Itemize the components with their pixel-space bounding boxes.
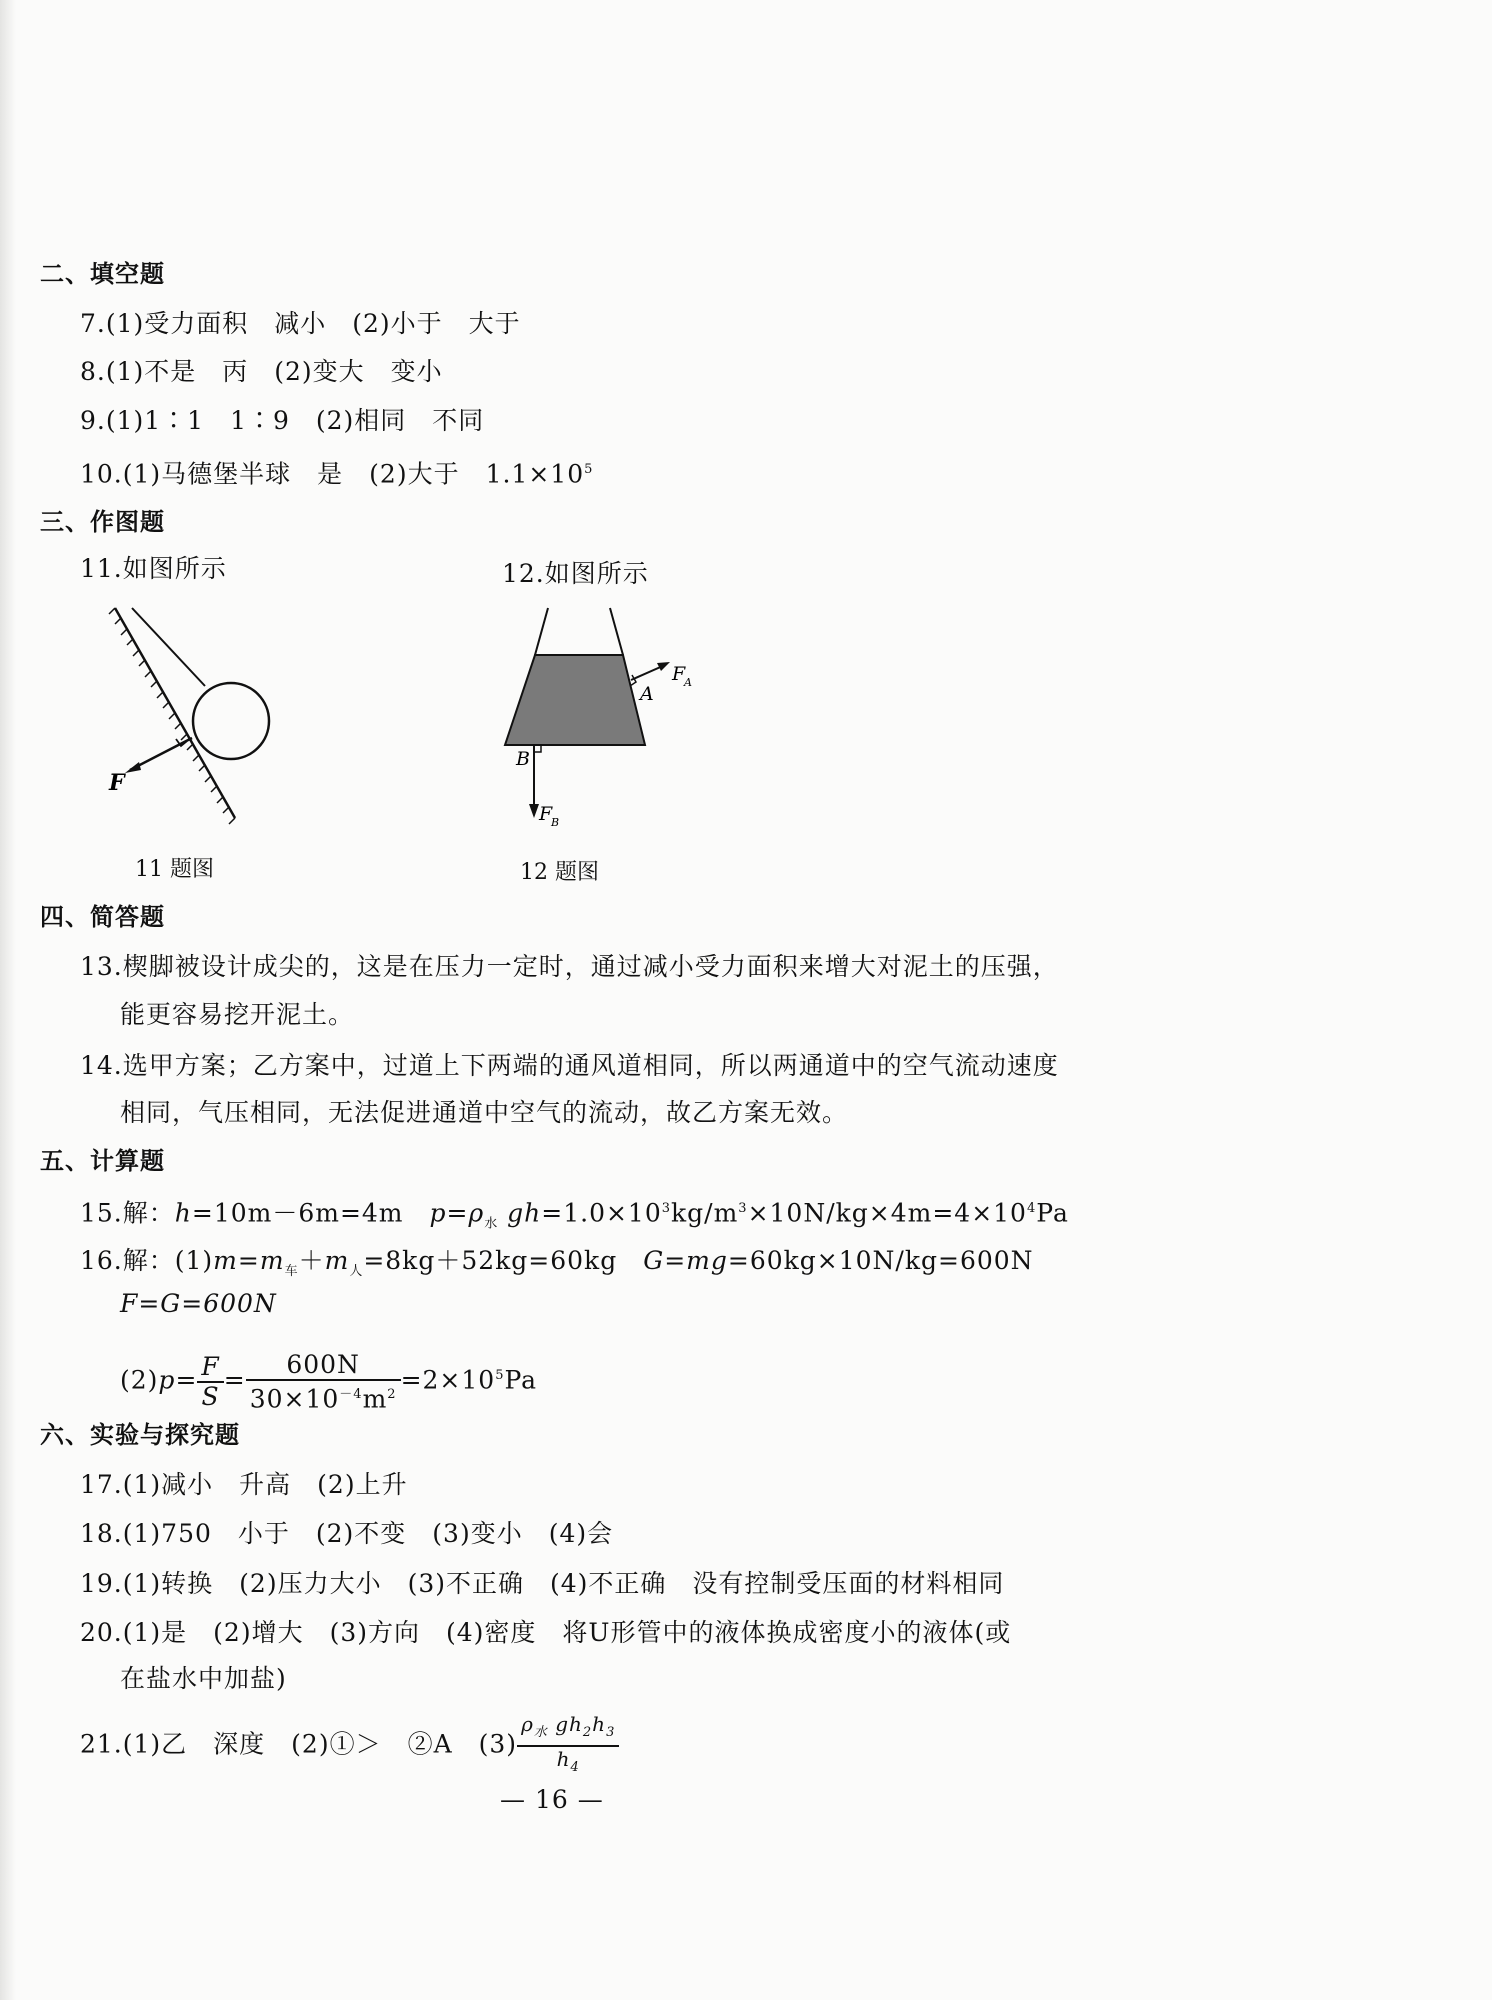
answer-10-exponent: 5 bbox=[584, 462, 594, 477]
scan-edge bbox=[0, 0, 16, 2000]
answer-13-line2: 能更容易挖开泥土。 bbox=[120, 1000, 355, 1029]
fraction-F-num: F bbox=[197, 1353, 223, 1383]
point-label-B: B bbox=[516, 748, 530, 770]
force-arrowhead bbox=[125, 762, 141, 773]
force-label-FB: F bbox=[539, 803, 553, 825]
fraction-area bbox=[246, 1381, 401, 1413]
answer-21 bbox=[80, 1712, 619, 1780]
q16-part2-p: p bbox=[158, 1365, 176, 1395]
fraction-S-den: S bbox=[201, 1381, 220, 1411]
q16-weight: =60kg×10N/kg=600N bbox=[727, 1246, 1034, 1275]
q21-gh: gh bbox=[547, 1712, 583, 1736]
q21-h2-sub: 2 bbox=[582, 1725, 593, 1740]
answer-8: 8.(1)不是 丙 (2)变大 变小 bbox=[80, 357, 443, 386]
answer-17: 17.(1)减小 升高 (2)上升 bbox=[80, 1470, 408, 1499]
fraction-q21 bbox=[517, 1712, 619, 1780]
q16-eq2: = bbox=[664, 1246, 687, 1275]
q16-mg: mg bbox=[686, 1246, 728, 1275]
force-label-FB-sub: B bbox=[551, 816, 560, 829]
answer-7: 7.(1)受力面积 减小 (2)小于 大于 bbox=[80, 309, 521, 338]
q15-density-exp: 3 bbox=[661, 1201, 672, 1216]
q15-unit: kg/m bbox=[671, 1198, 739, 1228]
fraction-q21-den bbox=[517, 1747, 619, 1780]
fraction-F-over-S bbox=[197, 1353, 223, 1411]
q16-part2-unit: Pa bbox=[504, 1365, 538, 1395]
q16-m-car-sub: 车 bbox=[284, 1264, 299, 1279]
ball bbox=[193, 683, 269, 759]
q16-m: m bbox=[213, 1246, 238, 1275]
q15-rho: ρ bbox=[468, 1198, 485, 1228]
rope-right bbox=[610, 608, 623, 655]
right-angle-mark-B bbox=[534, 745, 541, 752]
force-FB-arrowhead bbox=[529, 804, 539, 818]
q16-eq1: = bbox=[237, 1246, 260, 1275]
q15-height: =10m－6m=4m bbox=[191, 1198, 430, 1228]
q21-h3-sub: 3 bbox=[606, 1725, 616, 1740]
figure-12 bbox=[490, 600, 740, 840]
q15-eq: = bbox=[446, 1198, 469, 1228]
answer-16-part2 bbox=[120, 1344, 537, 1413]
q15-result-exp: 4 bbox=[1026, 1201, 1037, 1216]
section-heading-exp: 六、实验与探究题 bbox=[40, 1421, 240, 1449]
section-heading-short: 四、简答题 bbox=[40, 903, 165, 931]
fraction-600N: 600N bbox=[246, 1351, 401, 1381]
area-exp: －4 bbox=[339, 1386, 363, 1402]
answer-19: 19.(1)转换 (2)压力大小 (3)不正确 (4)不正确 没有控制受压面的材料相同 bbox=[80, 1569, 1005, 1598]
answer-9: 9.(1)1∶1 1∶9 (2)相同 不同 bbox=[80, 406, 485, 435]
fraction-q21-num bbox=[517, 1712, 619, 1747]
q21-text: 21.(1)乙 深度 (2)①＞ ②A (3) bbox=[80, 1729, 518, 1759]
section-heading-calc: 五、计算题 bbox=[40, 1147, 165, 1175]
q16-m-person-sub: 人 bbox=[349, 1264, 364, 1279]
page-number: — 16 — bbox=[500, 1785, 604, 1814]
answer-11-label: 11.如图所示 bbox=[80, 554, 227, 583]
q21-den-h: h bbox=[556, 1747, 571, 1771]
q15-h: h bbox=[174, 1198, 192, 1228]
fraction-force-over-area bbox=[246, 1351, 401, 1413]
q16-lead: 16.解：(1) bbox=[80, 1246, 214, 1275]
q21-h: h bbox=[592, 1712, 607, 1736]
answer-14-line2: 相同，气压相同，无法促进通道中空气的流动，故乙方案无效。 bbox=[120, 1098, 849, 1127]
q16-part2-eq: = bbox=[175, 1365, 198, 1395]
q21-rho-sub: 水 bbox=[533, 1725, 548, 1740]
rope bbox=[132, 608, 205, 686]
force-label-F: F bbox=[109, 770, 125, 796]
answer-16-line2: F=G=600N bbox=[120, 1289, 277, 1318]
answer-10 bbox=[80, 453, 593, 491]
answer-13-line1: 13.楔脚被设计成尖的，这是在压力一定时，通过减小受力面积来增大对泥土的压强， bbox=[80, 952, 1059, 981]
q16-part2-result: =2×10 bbox=[400, 1365, 496, 1395]
area-unit: m bbox=[362, 1383, 388, 1413]
force-FA-arrowhead bbox=[657, 662, 670, 671]
q16-m-car: m bbox=[259, 1246, 285, 1275]
q15-mult: ×10N/kg×4m=4×10 bbox=[747, 1198, 1027, 1228]
q16-G: G bbox=[643, 1246, 665, 1275]
answer-20-line1: 20.(1)是 (2)增大 (3)方向 (4)密度 将U形管中的液体换成密度小的液体(或 bbox=[80, 1618, 1012, 1647]
figure-11-caption: 11 题图 bbox=[135, 857, 214, 882]
q21-den-sub: 4 bbox=[570, 1760, 580, 1775]
q16-part2-eq2: = bbox=[223, 1365, 246, 1395]
answer-16-line1 bbox=[80, 1244, 1034, 1289]
q15-gh: gh bbox=[498, 1198, 542, 1228]
force-label-FA-sub: A bbox=[684, 676, 692, 689]
answer-10-text: 10.(1)马德堡半球 是 (2)大于 1.1×10 bbox=[80, 459, 585, 489]
q15-p: p bbox=[429, 1198, 447, 1228]
q15-density: =1.0×10 bbox=[541, 1198, 662, 1228]
q21-rho: ρ bbox=[521, 1712, 534, 1736]
q16-part2-label: (2) bbox=[120, 1365, 159, 1395]
force-label-FA: F bbox=[672, 663, 686, 685]
point-label-A: A bbox=[640, 683, 654, 705]
section-heading-draw: 三、作图题 bbox=[40, 508, 165, 536]
area-value: 30×10 bbox=[249, 1383, 340, 1413]
q15-pa: Pa bbox=[1036, 1198, 1069, 1228]
answer-18: 18.(1)750 小于 (2)不变 (3)变小 (4)会 bbox=[80, 1519, 614, 1548]
q16-plus: ＋ bbox=[298, 1246, 325, 1275]
answer-14-line1: 14.选甲方案；乙方案中，过道上下两端的通风道相同，所以两通道中的空气流动速度 bbox=[80, 1051, 1059, 1080]
figure-11 bbox=[95, 600, 295, 840]
area-unit-exp: 2 bbox=[387, 1386, 397, 1402]
q16-mass: =8kg＋52kg=60kg bbox=[363, 1246, 644, 1275]
wall-hatching bbox=[109, 608, 235, 824]
q15-rho-sub: 水 bbox=[484, 1216, 499, 1232]
q15-unit-exp: 3 bbox=[738, 1201, 748, 1216]
q16-m-person: m bbox=[324, 1246, 350, 1275]
q16-part2-result-exp: 5 bbox=[495, 1368, 505, 1383]
answer-15 bbox=[80, 1192, 1069, 1241]
figure-12-caption: 12 题图 bbox=[520, 860, 599, 885]
answer-20-line2: 在盐水中加盐) bbox=[120, 1664, 287, 1693]
q15-lead: 15.解： bbox=[80, 1198, 175, 1228]
trapezoid-block bbox=[505, 655, 645, 745]
rope-left bbox=[535, 608, 548, 655]
answer-12-label: 12.如图所示 bbox=[502, 559, 649, 588]
section-heading-fill: 二、填空题 bbox=[40, 260, 165, 288]
